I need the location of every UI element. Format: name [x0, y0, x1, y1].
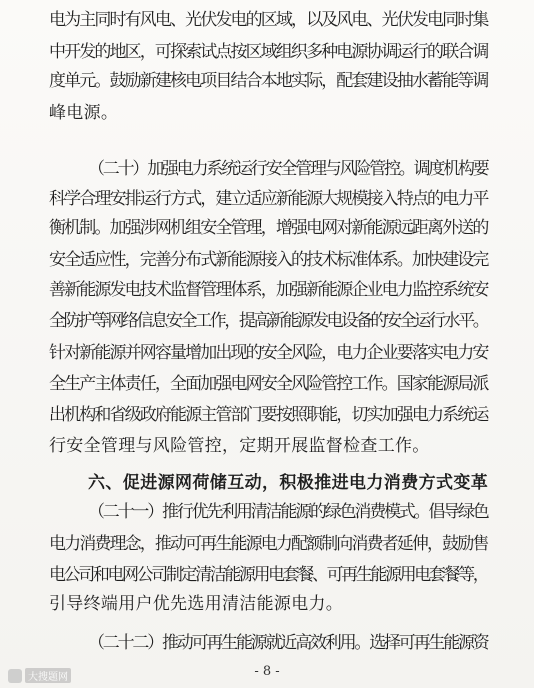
watermark	[8, 668, 71, 683]
text-line: （二十一）推行优先利用清洁能源的绿色消费模式。倡导绿色	[88, 502, 488, 522]
brand-logo-icon	[8, 669, 22, 683]
text-line: 中开发的地区，可探索试点按区域组织多种电源协调运行的联合调	[49, 42, 488, 62]
text-line: 科学合理安排运行方式，建立适应新能源大规模接入特点的电力平	[49, 189, 488, 209]
text-line: 六、促进源网荷储互动，积极推进电力消费方式变革	[88, 473, 489, 493]
text-line: 度单元。鼓励新建核电项目结合本地实际，配套建设抽水蓄能等调	[49, 71, 488, 91]
text-line: 衡机制。加强涉网机组安全管理，增强电网对新能源远距离外送的	[49, 218, 488, 238]
watermark-text: 大搜题网	[25, 668, 71, 683]
text-line: 峰电源。	[49, 103, 119, 123]
text-line: 安全适应性，完善分布式新能源接入的技术标准体系。加快建设完	[49, 250, 488, 270]
text-line: （二十二）推动可再生能源就近高效利用。选择可再生能源资	[88, 633, 488, 653]
text-line: 出机构和省级政府能源主管部门要按照职能，切实加强电力系统运	[49, 405, 488, 425]
text-line: 引导终端用户优先选用清洁能源电力。	[49, 594, 344, 614]
text-line: 善新能源发电技术监督管理体系，加强新能源企业电力监控系统安	[49, 280, 488, 300]
text-line: 电公司和电网公司制定清洁能源用电套餐、可再生能源用电套餐等，	[49, 565, 488, 585]
page-number: - 8 -	[254, 664, 280, 679]
text-line: 全生产主体责任，全面加强电网安全风险管控工作。国家能源局派	[49, 374, 488, 394]
text-line: 全防护等网络信息安全工作，提高新能源发电设备的安全运行水平。	[49, 311, 488, 331]
text-line: 电力消费理念，推动可再生能源电力配额制向消费者延伸，鼓励售	[49, 534, 488, 554]
text-line: 针对新能源并网容量增加出现的安全风险，电力企业要落实电力安	[49, 343, 488, 363]
text-line: （二十）加强电力系统运行安全管理与风险管控。调度机构要	[88, 159, 488, 179]
text-line: 电为主同时有风电、光伏发电的区域，以及风电、光伏发电同时集	[49, 10, 488, 30]
text-line: 行安全管理与风险管控，定期开展监督检查工作。	[49, 436, 430, 456]
